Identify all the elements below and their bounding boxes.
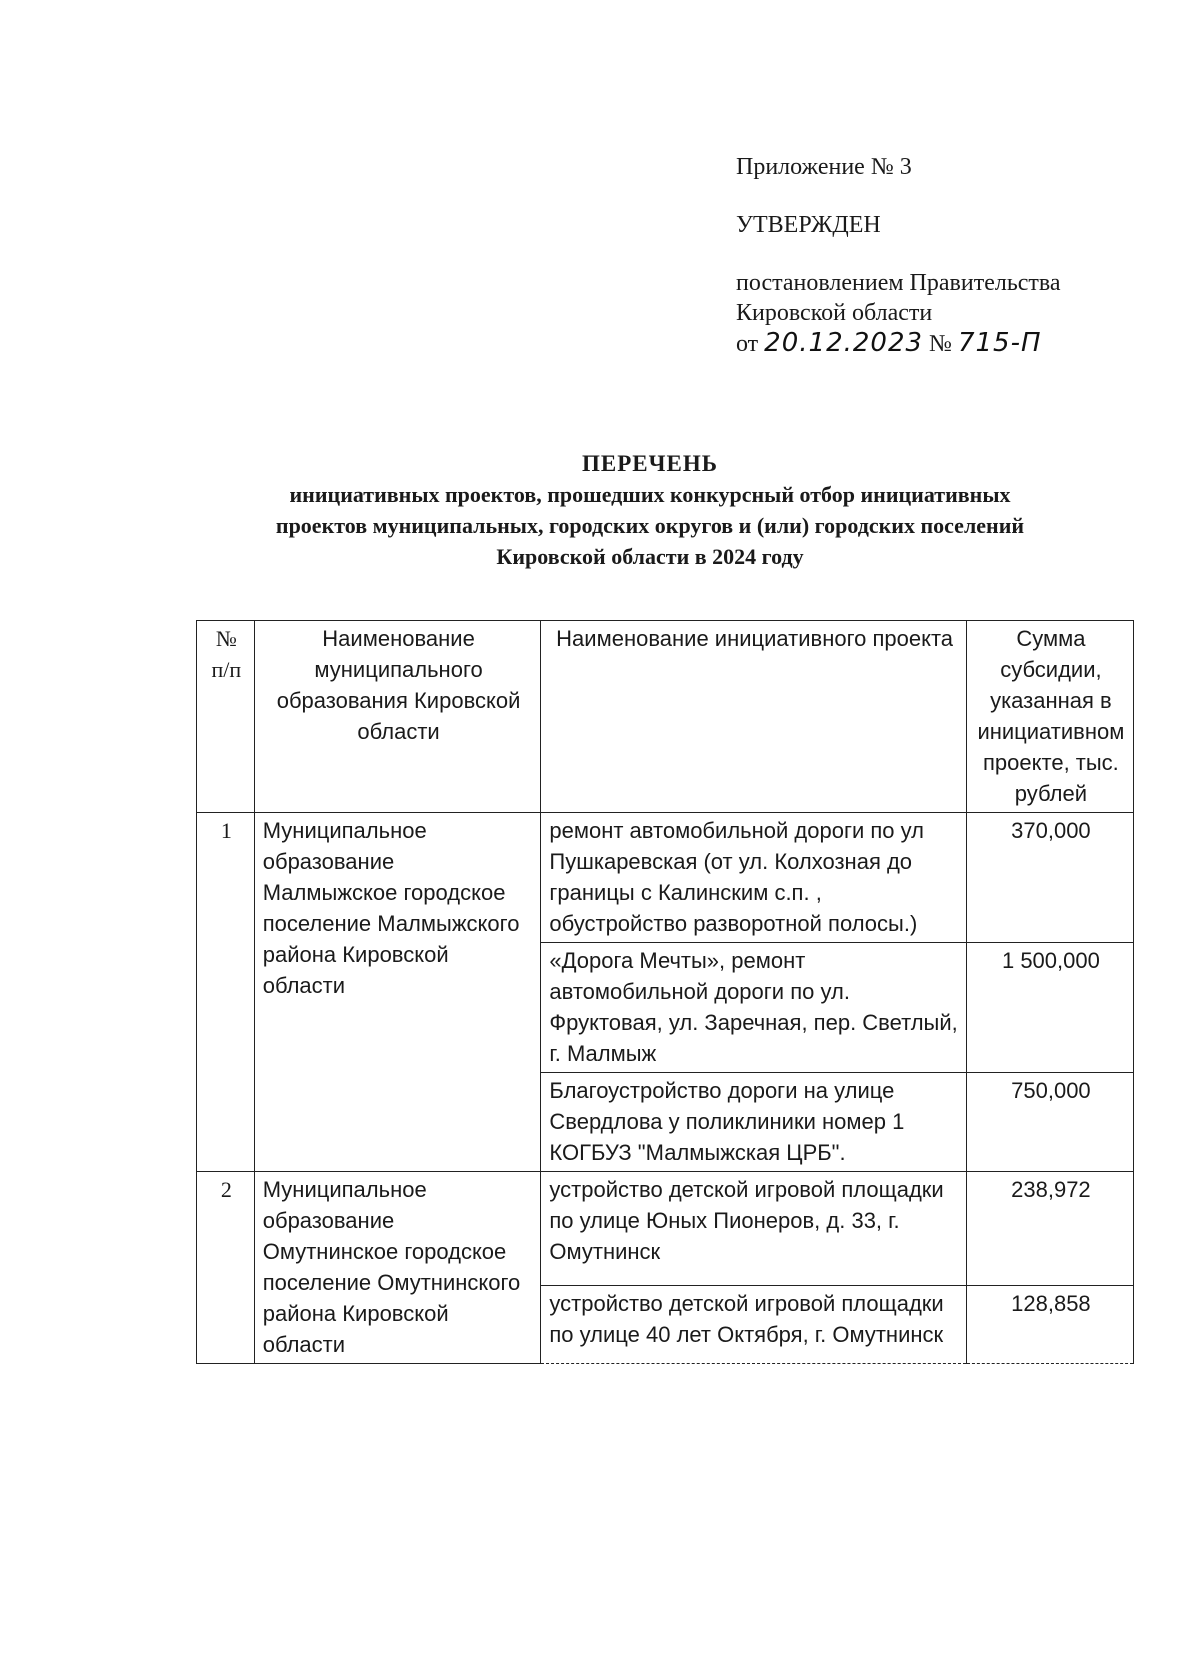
appendix-label: Приложение № 3 <box>736 154 912 180</box>
date-prefix: от <box>736 331 759 357</box>
decree-date: 20.12.2023 <box>764 328 924 358</box>
decree-number: 715-П <box>957 328 1042 358</box>
project-cell: ремонт автомобильной дороги по ул Пушкаревская (от ул. Колхозная до границы с Калинским с.п. , обустройство разворотной полосы.) <box>541 813 966 943</box>
table-header-row <box>197 621 1134 813</box>
title-heading: ПЕРЕЧЕНЬ <box>582 451 718 476</box>
sum-cell: 128,858 <box>966 1285 1133 1363</box>
decree-line-2: Кировской области <box>736 300 933 326</box>
sum-cell: 238,972 <box>966 1172 1133 1286</box>
table-row <box>197 813 1134 943</box>
header-municipality: Наименование муниципального образования Кировской области <box>254 621 541 813</box>
table-row <box>197 1172 1134 1286</box>
municipality-cell: Муниципальное образование Малмыжское городское поселение Малмыжского района Кировской области <box>254 813 541 1172</box>
title-line-3: Кировской области в 2024 году <box>496 544 804 569</box>
project-cell: устройство детской игровой площадки по улице Юных Пионеров, д. 33, г. Омутнинск <box>541 1172 966 1286</box>
row-num: 2 <box>197 1172 255 1364</box>
title-line-1: инициативных проектов, прошедших конкурсный отбор инициативных <box>289 482 1011 507</box>
document-title <box>150 448 1150 572</box>
header-sum: Сумма субсидии, указанная в инициативном проекте, тыс. рублей <box>966 621 1133 813</box>
decree-date-number <box>736 328 1156 359</box>
municipality-cell: Муниципальное образование Омутнинское городское поселение Омутнинского района Кировской области <box>254 1172 541 1364</box>
project-cell: устройство детской игровой площадки по улице 40 лет Октября, г. Омутнинск <box>541 1285 966 1363</box>
decree-line-1: постановлением Правительства <box>736 270 1061 296</box>
number-prefix: № <box>929 331 952 357</box>
sum-cell: 1 500,000 <box>966 943 1133 1073</box>
row-num: 1 <box>197 813 255 1172</box>
project-cell: Благоустройство дороги на улице Свердлова у поликлиники номер 1 КОГБУЗ "Малмыжская ЦРБ". <box>541 1073 966 1172</box>
projects-table <box>196 620 1134 1364</box>
header-project: Наименование инициативного проекта <box>541 621 966 813</box>
sum-cell: 370,000 <box>966 813 1133 943</box>
title-line-2: проектов муниципальных, городских округов и (или) городских поселений <box>275 513 1025 538</box>
sum-cell: 750,000 <box>966 1073 1133 1172</box>
project-cell: «Дорога Мечты», ремонт автомобильной дороги по ул. Фруктовая, ул. Заречная, пер. Светлый, г. Малмыж <box>541 943 966 1073</box>
header-num: № п/п <box>197 621 255 813</box>
approved-label: УТВЕРЖДЕН <box>736 212 881 238</box>
approval-block <box>736 152 1156 359</box>
